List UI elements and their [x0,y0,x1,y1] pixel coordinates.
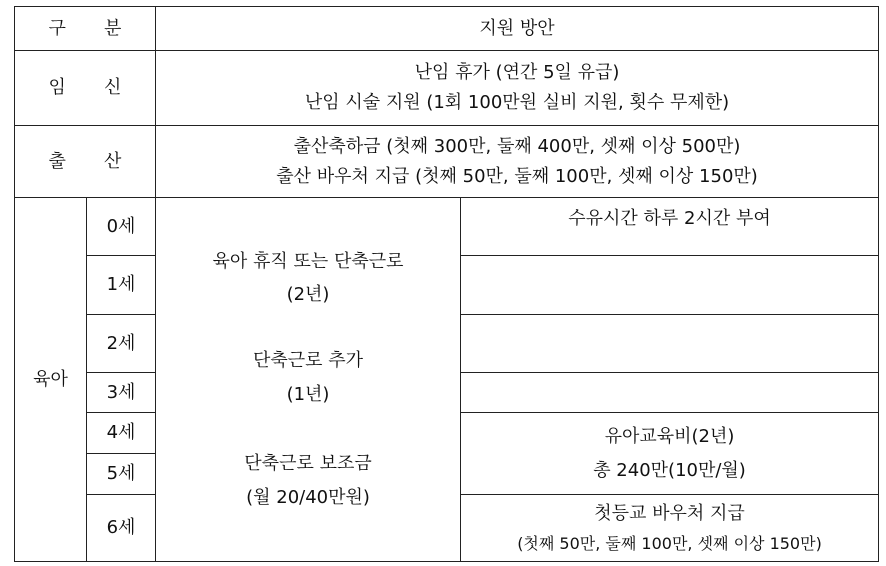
support-plan-table [14,6,879,562]
birth-line-2: 출산 바우처 지급 (첫째 50만, 둘째 100만, 셋째 이상 150만) [276,165,758,187]
leave-period: (2년) [286,284,330,306]
pregnancy-row [15,51,879,126]
birth-cell [156,126,879,198]
age-label-3: 3세 [87,373,156,413]
leave-text: 육아 휴직 또는 단축근로 [212,250,404,272]
header-category: 구 분 [15,7,156,51]
pregnancy-line-1: 난임 휴가 (연간 5일 유급) [414,62,620,84]
tuition-text: 유아교육비(2년) [604,425,735,447]
subsidy-text: 단축근로 보조금 [244,453,372,475]
empty-cell-2 [461,315,879,373]
tuition-total: 총 240만(10만/월) [593,459,746,481]
school-voucher-detail: (첫째 50만, 둘째 100만, 셋째 이상 150만) [517,534,822,554]
birth-label: 출 산 [15,126,156,198]
age-label-4: 4세 [87,413,156,454]
nursing-cell: 수유시간 하루 2시간 부여 [461,198,879,256]
school-voucher-text: 첫등교 바우처 지급 [594,502,745,524]
childcare-label: 육아 [15,198,87,562]
pregnancy-line-2: 난임 시술 지원 (1회 100만원 실비 지원, 횟수 무제한) [304,92,730,113]
school-voucher-cell [461,495,879,562]
age-label-5: 5세 [87,454,156,495]
age-row-0 [15,198,879,256]
subsidy-amount: (월 20/40만원) [246,486,370,508]
age-label-2: 2세 [87,315,156,373]
age-label-0: 0세 [87,198,156,256]
age-label-6: 6세 [87,495,156,562]
extra-text: 단축근로 추가 [252,349,364,371]
header-row [15,7,879,51]
header-plan: 지원 방안 [156,7,879,51]
childcare-middle-cell [156,198,461,562]
extra-period: (1년) [286,383,330,405]
empty-cell-3 [461,373,879,413]
age-label-1: 1세 [87,256,156,315]
pregnancy-cell [156,51,879,126]
empty-cell-1 [461,256,879,315]
pregnancy-label: 임 신 [15,51,156,126]
birth-line-1: 출산축하금 (첫째 300만, 둘째 400만, 셋째 이상 500만) [293,135,741,157]
tuition-cell [461,413,879,495]
birth-row [15,126,879,198]
